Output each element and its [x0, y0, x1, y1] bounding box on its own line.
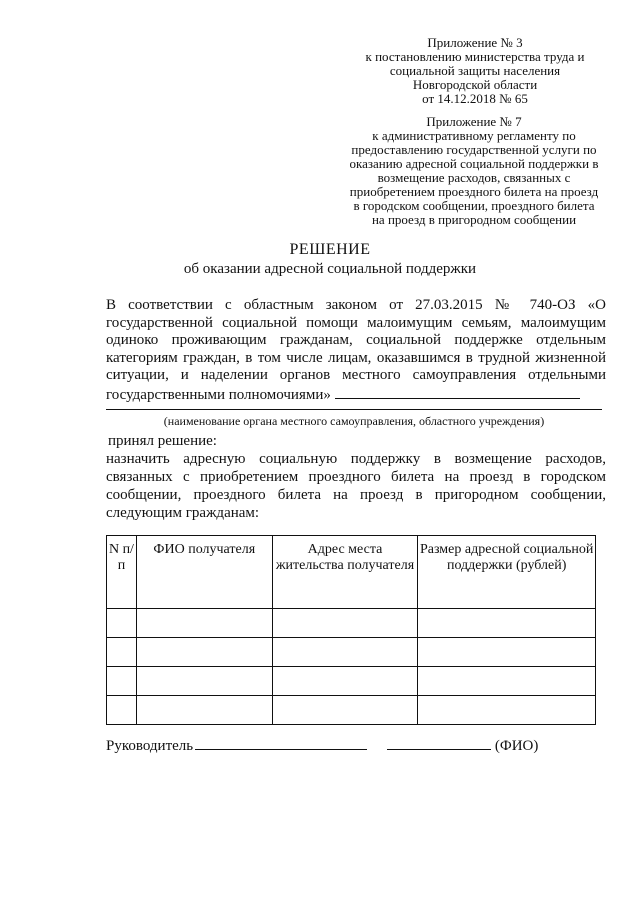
table-cell[interactable]	[136, 667, 272, 696]
organization-name-blank[interactable]	[335, 385, 580, 399]
appendix-2-line: к административному регламенту по	[372, 128, 576, 143]
recipients-table	[106, 535, 596, 725]
table-row	[107, 638, 596, 667]
appendix-2-line: оказанию адресной социальной поддержки в	[349, 156, 599, 171]
table-cell[interactable]	[272, 609, 418, 638]
appendix-header-1	[355, 36, 595, 106]
paragraph-last-text: государственными полномочиями»	[106, 386, 331, 403]
table-row	[107, 667, 596, 696]
appendix-2-line: в городском сообщении, проездного билета	[353, 198, 595, 213]
table-cell[interactable]	[272, 667, 418, 696]
decision-line: сообщении, проездного билета на проезд в пригородном сообщении,	[106, 487, 606, 503]
decision-paragraph	[106, 450, 606, 522]
organization-fill-line[interactable]	[106, 409, 602, 410]
header-fio: ФИО получателя	[136, 536, 272, 609]
signature-label: Руководитель	[106, 738, 194, 754]
appendix-1-line: к постановлению министерства труда и	[365, 49, 585, 64]
appendix-1-line: от 14.12.2018 № 65	[422, 91, 528, 106]
paragraph-line: категориям граждан, в том числе лицам, оказавшимся в трудной жизненной	[106, 349, 606, 366]
document-title: РЕШЕНИЕ	[289, 241, 371, 258]
table-cell[interactable]	[107, 609, 137, 638]
decision-line: назначить адресную социальную поддержку в возмещение расходов,	[106, 451, 606, 467]
table-cell[interactable]	[136, 638, 272, 667]
appendix-2-line: приобретением проездного билета на проезд	[349, 184, 599, 199]
table-cell[interactable]	[418, 696, 596, 725]
table-cell[interactable]	[136, 696, 272, 725]
table-cell[interactable]	[107, 696, 137, 725]
paragraph-line: ситуации, и наделении органов местного самоуправления отдельными	[106, 367, 606, 383]
table-cell[interactable]	[418, 667, 596, 696]
header-amount: Размер адресной социальной поддержки (рублей)	[418, 536, 596, 609]
signature-line[interactable]	[195, 735, 367, 750]
document-subtitle: об оказании адресной социальной поддержки	[183, 261, 477, 277]
table-row	[107, 609, 596, 638]
table-row	[107, 696, 596, 725]
table-cell[interactable]	[272, 696, 418, 725]
organization-caption: (наименование органа местного самоуправления, областного учреждения)	[163, 414, 545, 428]
appendix-2-line: Приложение № 7	[426, 114, 522, 129]
appendix-2-line: на проезд в пригородном сообщении	[371, 212, 577, 227]
fio-label: (ФИО)	[494, 738, 539, 754]
document-heading	[120, 241, 540, 278]
fio-line[interactable]	[387, 735, 491, 750]
signature-block	[106, 735, 596, 755]
paragraph-line: В соответствии с областным законом от 27.03.2015 № 740-ОЗ «О	[106, 297, 606, 313]
decision-intro: принял решение:	[108, 433, 217, 449]
table-cell[interactable]	[136, 609, 272, 638]
header-number: N п/п	[107, 536, 137, 609]
decision-line: связанных с приобретением проездного билета на проезд в городском	[106, 469, 606, 485]
table-cell[interactable]	[418, 609, 596, 638]
main-paragraph	[106, 297, 606, 404]
decision-line: следующим гражданам:	[106, 505, 260, 521]
appendix-2-line: предоставлению государственной услуги по	[351, 142, 597, 157]
paragraph-line: одиноко проживающим гражданам, социальной поддержке отдельным	[106, 332, 606, 348]
header-address: Адрес места жительства получателя	[272, 536, 418, 609]
table-cell[interactable]	[107, 667, 137, 696]
appendix-1-line: социальной защиты населения	[389, 63, 561, 78]
table-cell[interactable]	[418, 638, 596, 667]
paragraph-last-line	[106, 385, 606, 405]
table-header-row	[107, 536, 596, 609]
appendix-header-2	[340, 115, 608, 227]
paragraph-line: государственной социальной помощи малоимущим семьям, малоимущим	[106, 314, 606, 331]
table-cell[interactable]	[107, 638, 137, 667]
appendix-1-line: Приложение № 3	[427, 35, 523, 50]
appendix-2-line: возмещение расходов, связанных с	[377, 170, 571, 185]
appendix-1-line: Новгородской области	[412, 77, 538, 92]
table-cell[interactable]	[272, 638, 418, 667]
